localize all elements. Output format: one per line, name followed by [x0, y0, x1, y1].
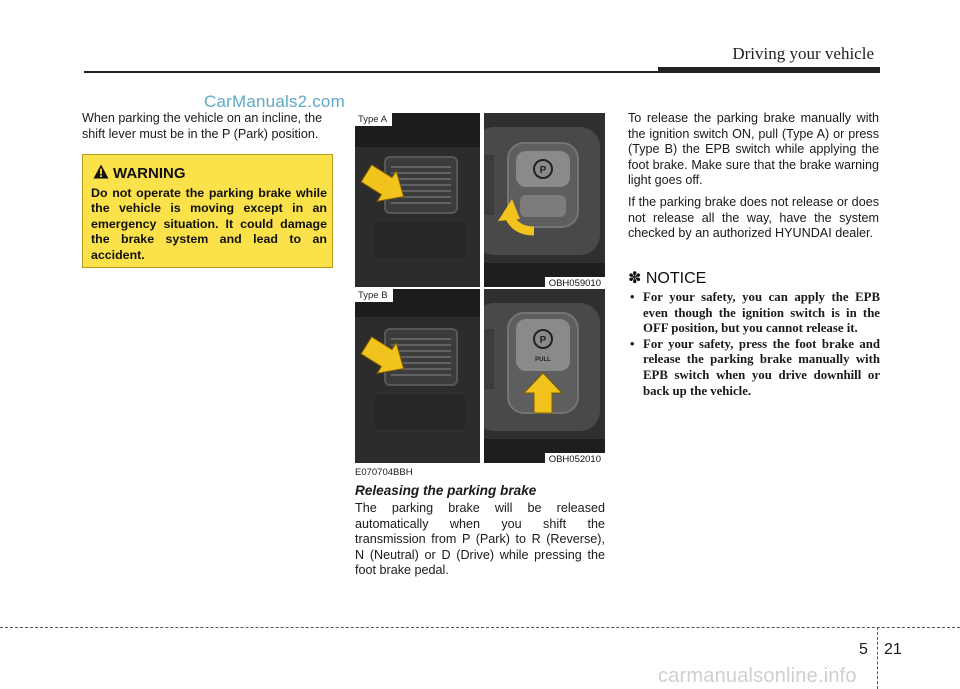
figure-type-label: Type A — [355, 113, 392, 126]
right-column — [628, 111, 879, 248]
header-rule-accent — [658, 67, 880, 73]
warning-box — [82, 154, 333, 268]
watermark-bottom: carmanualsonline.info — [658, 665, 857, 687]
notice-text: For your safety, you can apply the EPB even though the ignition switch is in the OFF position, but you cannot release it. — [643, 290, 880, 336]
footer-divider — [877, 627, 878, 689]
warning-triangle-icon — [93, 164, 109, 179]
svg-text:P: P — [539, 335, 547, 346]
epb-switch-photo-a — [484, 113, 605, 287]
footer-rule — [0, 627, 960, 628]
release-paragraph: The parking brake will be released automatically when you shift the transmission from P (Park) to R (Reverse), N (Neutral) or D (Drive) while pressing the foot brake pedal. — [355, 501, 605, 578]
dealer-paragraph: If the parking brake does not release or does not release all the way, have the system checked by an authorized HYUNDAI dealer. — [628, 194, 879, 241]
bullet-icon: • — [630, 290, 635, 304]
section-title: Driving your vehicle — [732, 44, 874, 63]
figure-code: OBH052010 — [545, 453, 605, 463]
figure-code: OBH059010 — [545, 277, 605, 287]
svg-text:P: P — [539, 165, 547, 176]
figure-type-label: Type B — [355, 289, 393, 302]
watermark-top: CarManuals2.com — [204, 92, 345, 111]
figure-type-a — [355, 113, 605, 287]
page-number: 21 — [884, 641, 902, 658]
warning-body: Do not operate the parking brake while the vehicle is moving except in an emergency situation. It could damage the brake system and lead to an accident. — [91, 186, 327, 262]
list-item — [628, 337, 880, 399]
notice-text: For your safety, press the foot brake and release the parking brake manually with EPB switch when you drive downhill or back up the vehicle. — [643, 336, 880, 398]
reference-code: E070704BBH — [355, 467, 413, 478]
list-item — [628, 290, 880, 337]
pedal-photo-b — [355, 289, 480, 463]
chapter-number: 5 — [859, 641, 868, 658]
intro-paragraph: When parking the vehicle on an incline, the shift lever must be in the P (Park) position. — [82, 111, 323, 141]
pedal-photo-a — [355, 113, 480, 287]
bullet-icon: • — [630, 336, 635, 351]
section-subheading: Releasing the parking brake — [355, 483, 537, 498]
notice-list — [628, 290, 880, 399]
switch-pull-text: PULL — [535, 357, 551, 363]
figure-type-b — [355, 289, 605, 463]
notice-title: ✽ NOTICE — [628, 270, 707, 287]
epb-switch-photo-b — [484, 289, 605, 463]
manual-release-paragraph: To release the parking brake manually with the ignition switch ON, pull (Type A) or press (Type B) the EPB switch while applying the foot brake. Make sure that the brake warning light goes off. — [628, 111, 879, 188]
warning-title: WARNING — [113, 165, 186, 182]
